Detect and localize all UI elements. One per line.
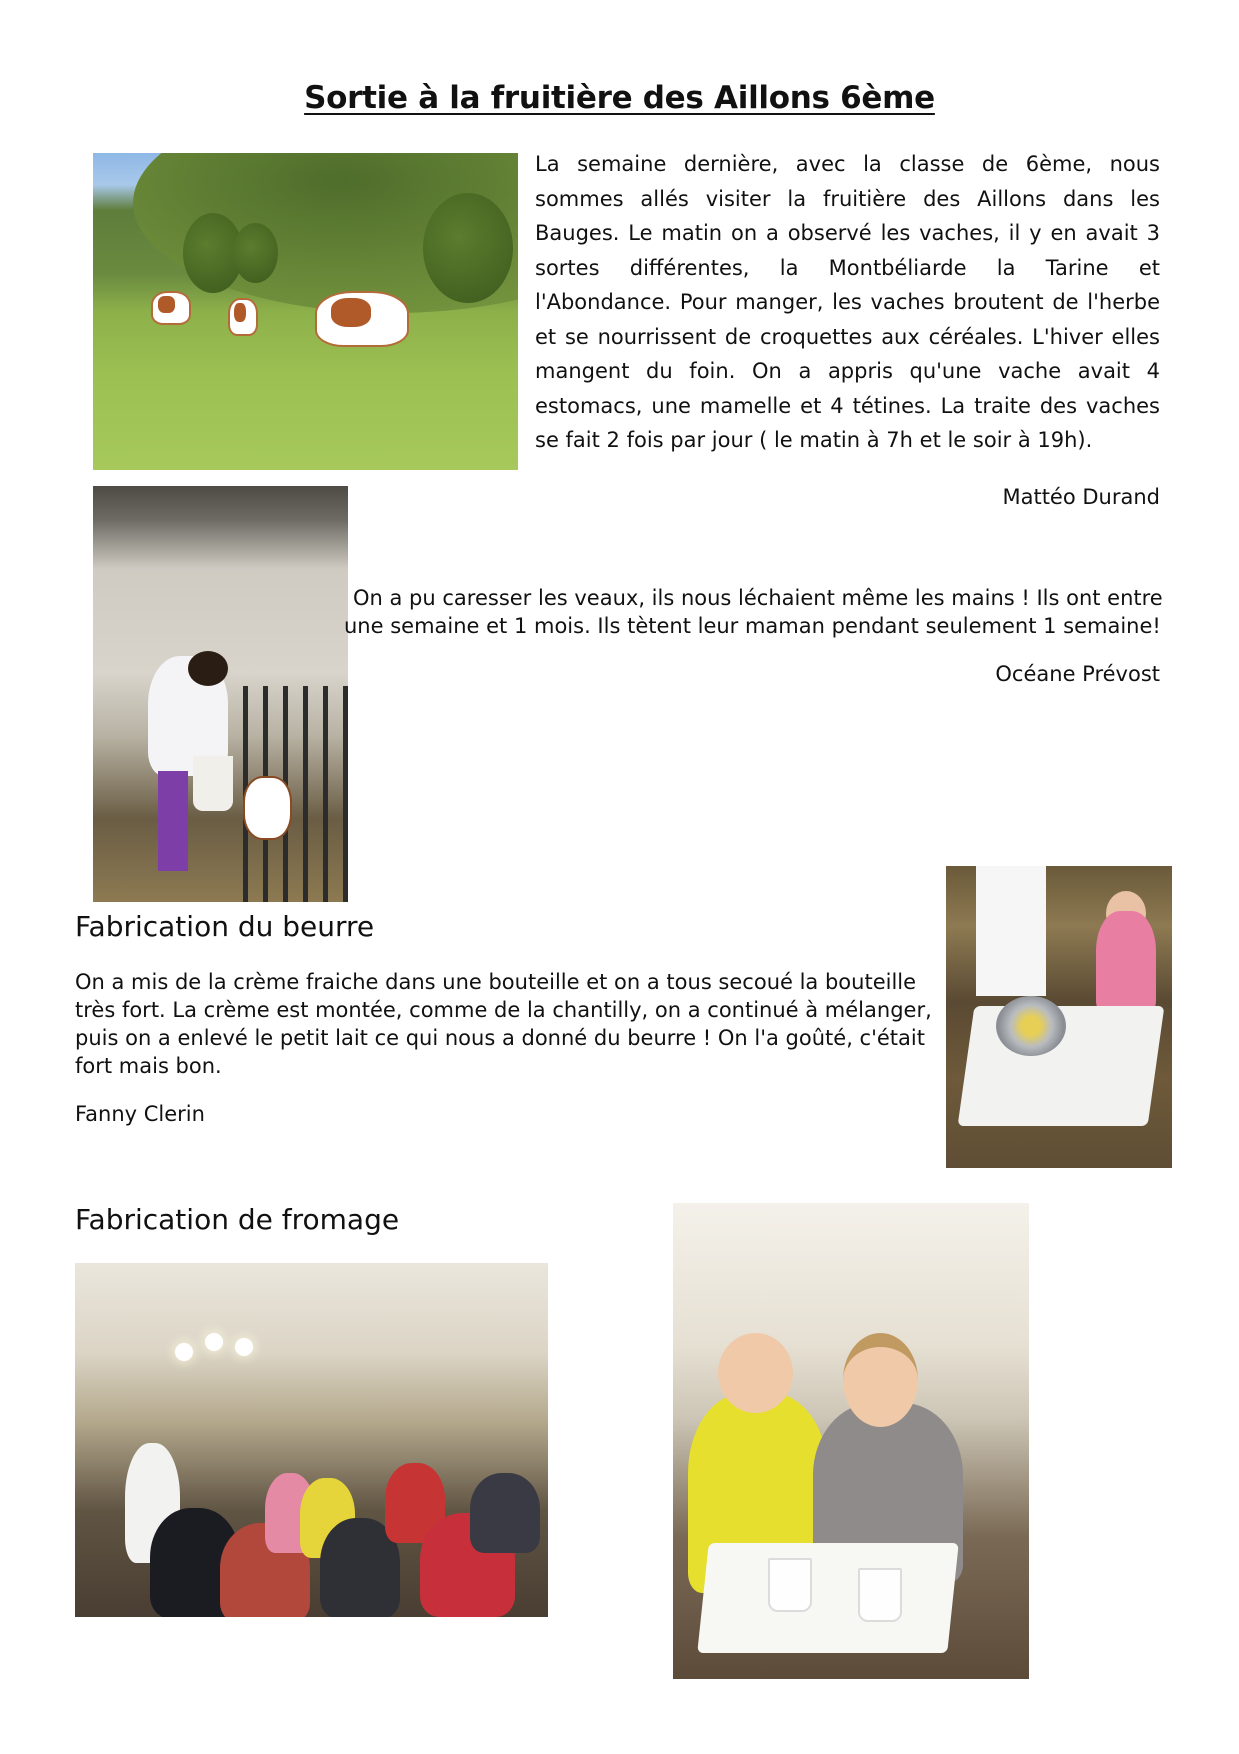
calf-stable-photo: [93, 486, 348, 902]
page-title: Sortie à la fruitière des Aillons 6ème: [304, 80, 935, 116]
cows-pasture-photo: [93, 153, 518, 470]
butter-heading: Fabrication du beurre: [75, 910, 375, 943]
cow-visit-paragraph: La semaine dernière, avec la classe de 6ème, nous sommes allés visiter la fruitière des Aillons dans les Bauges. Le matin on a observé les vaches, il y en avait 3 sortes différentes, la Montbéliarde la Tarine et l'Abondance. Pour manger, les vaches broutent de l'herbe et se nourrissent de croquettes aux céréales. L'hiver elles mangent du foin. On a appris qu'une vache avait 4 estomacs, une mamelle et 4 tétines. La traite des vaches se fait 2 fois par jour ( le matin à 7h et le soir à 19h).: [535, 152, 1160, 452]
author-matteo: Mattéo Durand: [1002, 485, 1160, 509]
butter-making-photo: [946, 866, 1172, 1168]
calves-line-1: On a pu caresser les veaux, ils nous léchaient même les mains ! Ils ont entre: [353, 586, 1163, 610]
butter-paragraph: On a mis de la crème fraiche dans une bouteille et on a tous secoué la bouteille très fort. La crème est montée, comme de la chantilly, on a continué à mélanger, puis on a enlevé le petit lait ce qui nous a donné du beurre ! On l'a goûté, c'était fort mais bon.: [75, 970, 932, 1078]
cheese-group-photo: [75, 1263, 548, 1617]
cheese-heading: Fabrication de fromage: [75, 1203, 400, 1236]
author-fanny: Fanny Clerin: [75, 1102, 205, 1126]
cheese-molds-photo: [673, 1203, 1029, 1679]
calves-line-2: une semaine et 1 mois. Ils tètent leur maman pendant seulement 1 semaine!: [344, 614, 1161, 638]
author-oceane: Océane Prévost: [995, 662, 1160, 686]
